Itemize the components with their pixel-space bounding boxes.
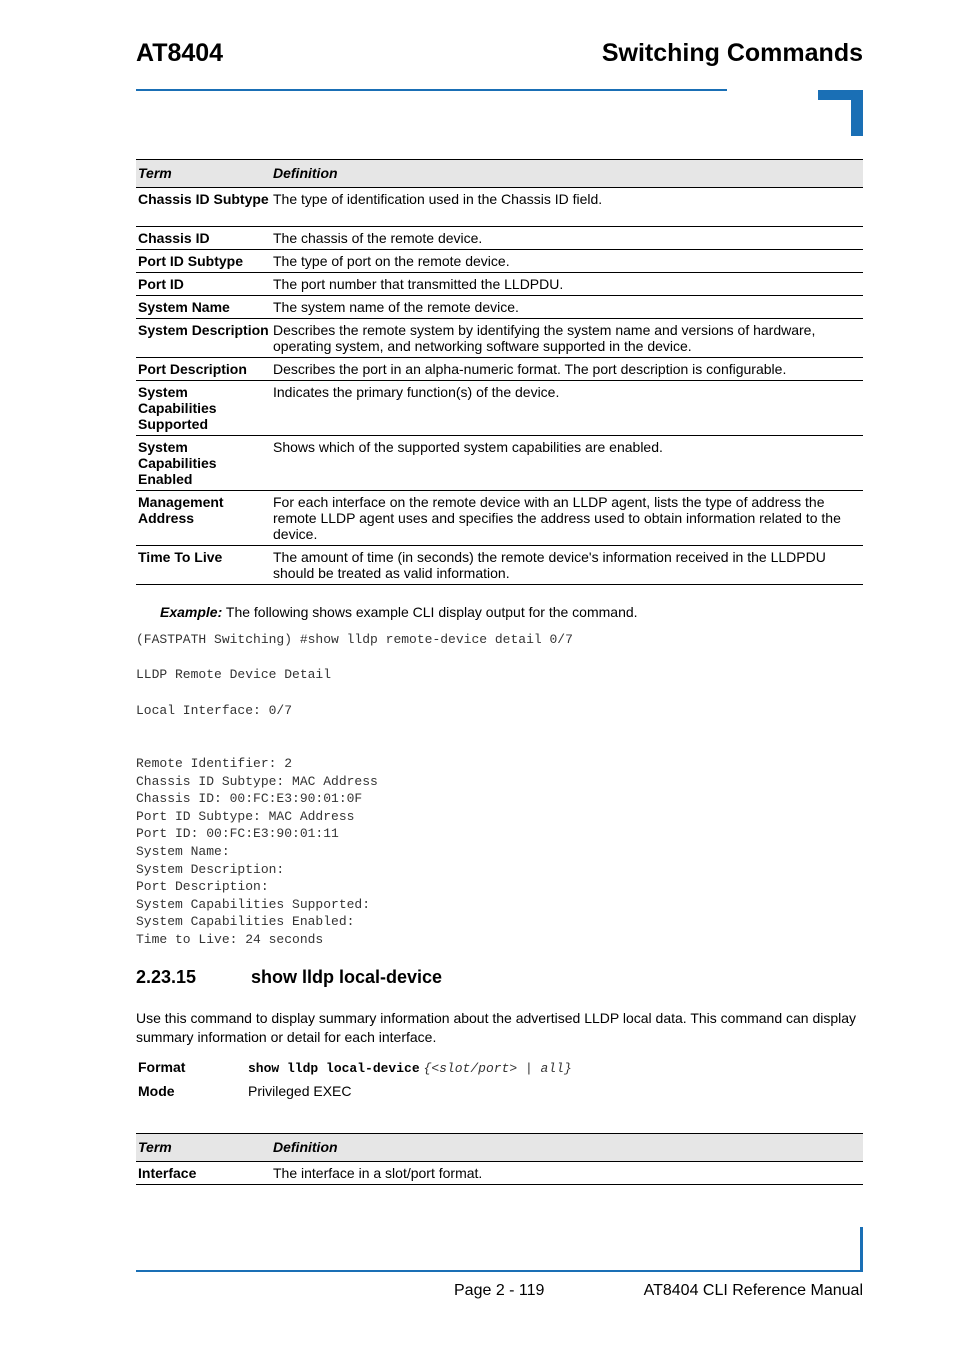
table-row <box>136 227 863 250</box>
table-row <box>136 546 863 585</box>
example-text: The following shows example CLI display output for the command. <box>222 604 638 620</box>
code-output-block: Remote Identifier: 2 Chassis ID Subtype: MAC Address Chassis ID: 00:FC:E3:90:01:0F Port ID Subtype: MAC Address Port ID: 00:FC:E3:90:01:11 System Name: System Description: Port Description: System Capabilities Supported: System Capabilities Enabled: Time to Live: 24 seconds <box>136 756 378 947</box>
column-header-term: Term <box>136 160 271 188</box>
definitions-table-remote-device <box>136 159 863 585</box>
code-local-interface-line: Local Interface: 0/7 <box>136 703 293 718</box>
definition-cell: The port number that transmitted the LLDPDU. <box>271 273 863 296</box>
footer-page-number: Page 2 - 119 <box>454 1282 545 1299</box>
term-cell: Port ID <box>136 273 271 296</box>
example-paragraph <box>160 603 638 621</box>
table-row <box>136 436 863 491</box>
mode-value: Privileged EXEC <box>248 1083 352 1099</box>
definition-cell: The type of port on the remote device. <box>271 250 863 273</box>
table-row <box>136 319 863 358</box>
column-header-term: Term <box>136 1134 271 1162</box>
table-row <box>136 250 863 273</box>
corner-mark-top-vertical <box>851 90 863 136</box>
definitions-table-local-device <box>136 1133 863 1185</box>
term-cell: Port ID Subtype <box>136 250 271 273</box>
table-row <box>136 296 863 319</box>
definition-cell: Indicates the primary function(s) of the device. <box>271 381 863 436</box>
table-row <box>136 381 863 436</box>
header-rule <box>136 89 727 91</box>
footer-manual-title: AT8404 CLI Reference Manual <box>643 1282 863 1299</box>
code-prompt-line: (FASTPATH Switching) #show lldp remote-device detail 0/7 <box>136 632 573 647</box>
term-cell: Chassis ID Subtype <box>136 188 271 227</box>
format-label: Format <box>138 1059 186 1075</box>
header-product: AT8404 <box>136 39 224 67</box>
section-number: 2.23.15 <box>136 967 197 987</box>
table-header-row <box>136 1134 863 1162</box>
format-arguments: {<slot/port> | all} <box>423 1061 572 1076</box>
column-header-definition: Definition <box>271 1134 863 1162</box>
table-row <box>136 188 863 227</box>
term-cell: Chassis ID <box>136 227 271 250</box>
section-heading <box>136 966 442 988</box>
code-title-line: LLDP Remote Device Detail <box>136 667 332 682</box>
term-cell: Port Description <box>136 358 271 381</box>
definition-cell: The chassis of the remote device. <box>271 227 863 250</box>
format-command: show lldp local-device <box>248 1061 420 1076</box>
mode-label: Mode <box>138 1083 175 1099</box>
definition-cell: The interface in a slot/port format. <box>271 1162 863 1185</box>
term-cell: System Name <box>136 296 271 319</box>
corner-mark-bottom <box>860 1227 863 1272</box>
term-cell: Interface <box>136 1162 271 1185</box>
definition-cell: Describes the port in an alpha-numeric format. The port description is configurable. <box>271 358 863 381</box>
term-cell: Time To Live <box>136 546 271 585</box>
table-row <box>136 491 863 546</box>
table-row <box>136 273 863 296</box>
table-row <box>136 1162 863 1185</box>
term-cell: System Capabilities Enabled <box>136 436 271 491</box>
example-label: Example: <box>160 604 223 620</box>
definition-cell: The amount of time (in seconds) the remote device's information received in the LLDPDU should be treated as valid information. <box>271 546 863 585</box>
definition-cell: For each interface on the remote device with an LLDP agent, lists the type of address the remote LLDP agent uses and specifies the address used to obtain information related to the device. <box>271 491 863 546</box>
definition-cell: Describes the remote system by identifying the system name and versions of hardware, operating system, and networking software supported in the device. <box>271 319 863 358</box>
table-row <box>136 358 863 381</box>
command-description: Use this command to display summary information about the advertised LLDP local data. This command can display summary information or detail for each interface. <box>136 1010 857 1045</box>
format-value <box>248 1058 572 1078</box>
header-chapter: Switching Commands <box>601 39 863 67</box>
term-cell: Management Address <box>136 491 271 546</box>
definition-cell: The system name of the remote device. <box>271 296 863 319</box>
section-title: show lldp local-device <box>251 967 443 987</box>
footer-rule <box>136 1270 863 1272</box>
definition-cell: The type of identification used in the Chassis ID field. <box>271 188 863 227</box>
definition-cell: Shows which of the supported system capabilities are enabled. <box>271 436 863 491</box>
term-cell: System Capabilities Supported <box>136 381 271 436</box>
column-header-definition: Definition <box>271 160 863 188</box>
table-header-row <box>136 160 863 188</box>
term-cell: System Description <box>136 319 271 358</box>
